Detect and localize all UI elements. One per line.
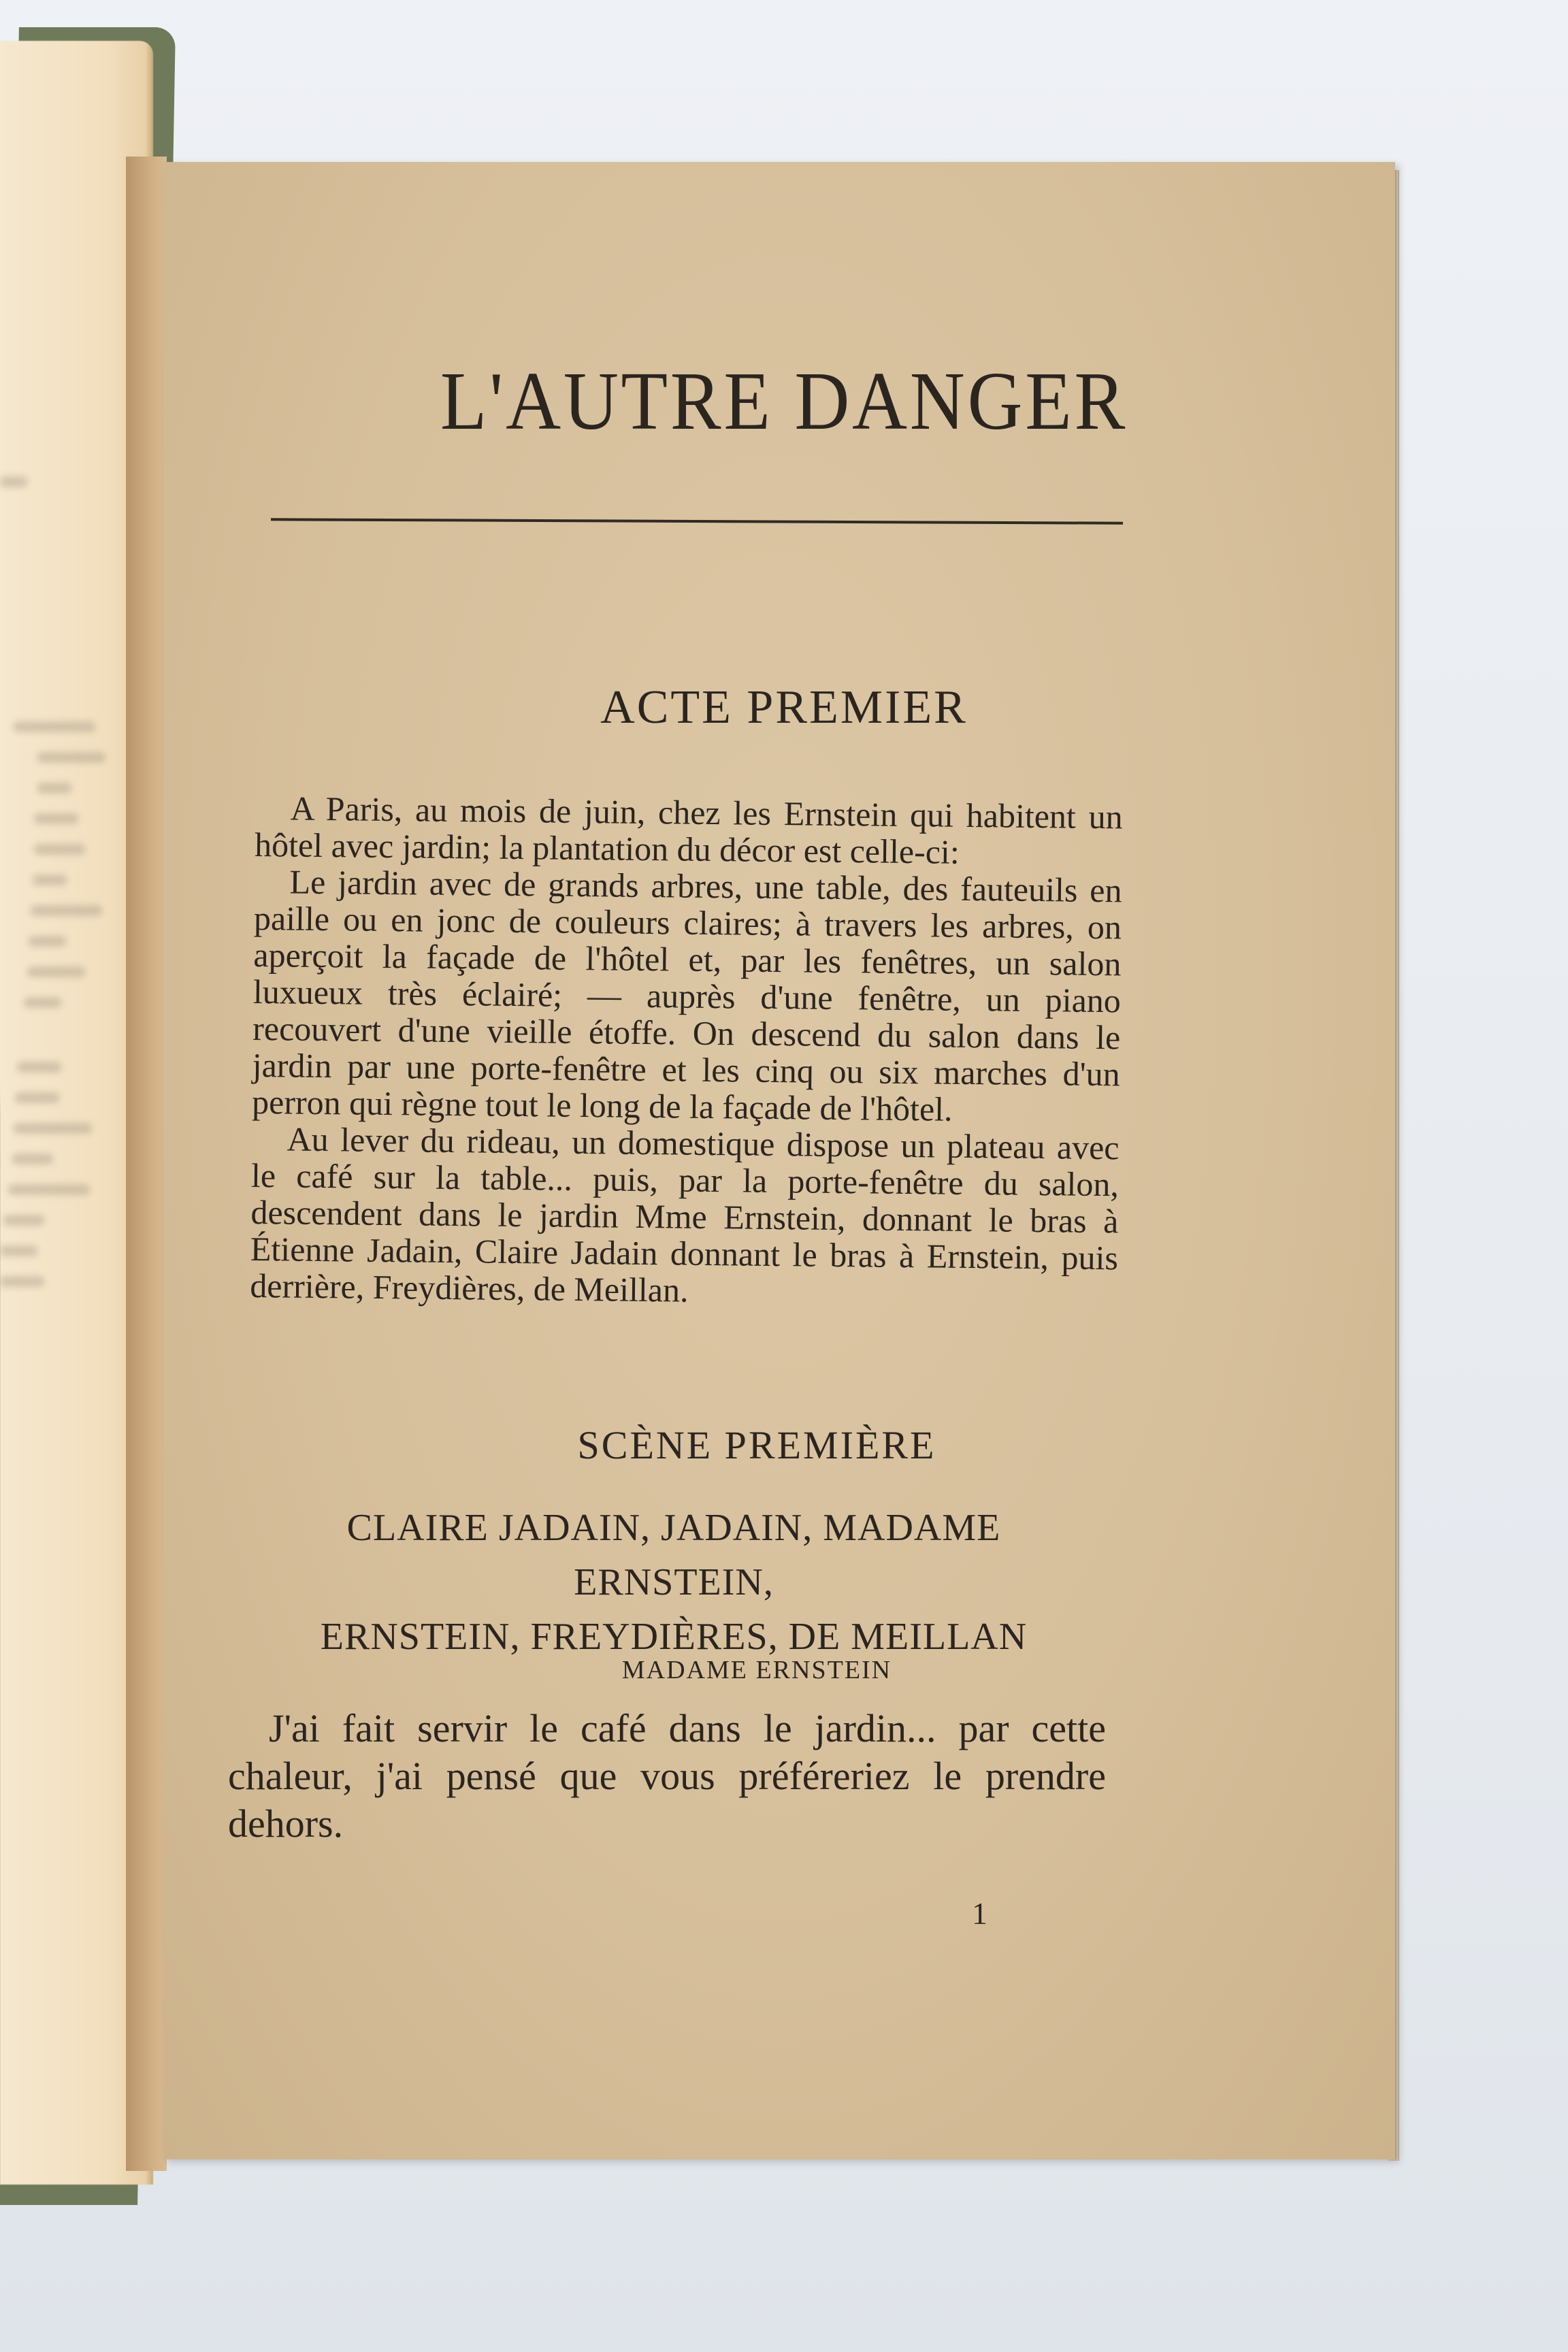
dialogue-text: J'ai fait servir le café dans le jardin... par cette chaleur, j'ai pensé que vous préféreriez le prendre dehors. <box>228 1706 1106 1846</box>
page-number: 1 <box>972 1896 987 1931</box>
cast-line: CLAIRE JADAIN, JADAIN, MADAME ERNSTEIN, <box>346 1507 1001 1603</box>
scene-heading: SCÈNE PREMIÈRE <box>577 1423 936 1467</box>
stage-paragraph: Au lever du rideau, un domestique dispose un plateau avec le café sur la table... puis, par la porte-fenêtre du salon, descendent dans le jardin Mme Ernstein, donnant le bras à Étienne Jadain, Claire Jadain donnant le bras à Ernstein, puis derrière, Freydières, de Meillan. <box>250 1120 1120 1309</box>
stage-paragraph: Le jardin avec de grands arbres, une table, des fauteuils en paille ou en jonc de couleurs claires; à travers les arbres, on aperçoit la façade de l'hôtel et, par les fenêtres, un salon luxueux très éclairé; — auprès d'une fenêtre, un piano recouvert d'une vieille étoffe. On descend du salon dans le jardin par une porte-fenêtre et les cinq ou six marches d'un perron qui règne tout le long de la façade de l'hôtel. <box>251 862 1122 1128</box>
speaker-name: MADAME ERNSTEIN <box>621 1656 892 1684</box>
cast-list <box>245 1501 1102 1664</box>
stage-directions <box>250 789 1123 1313</box>
book-gutter <box>126 157 167 2171</box>
stage-paragraph: A Paris, au mois de juin, chez les Ernstein qui habitent un hôtel avec jardin; la plantation du décor est celle-ci: <box>254 789 1123 871</box>
dialogue <box>228 1705 1106 1848</box>
play-title: L'AUTRE DANGER <box>440 355 1128 447</box>
cast-line: ERNSTEIN, FREYDIÈRES, DE MEILLAN <box>320 1616 1028 1658</box>
act-heading: ACTE PREMIER <box>600 681 968 734</box>
